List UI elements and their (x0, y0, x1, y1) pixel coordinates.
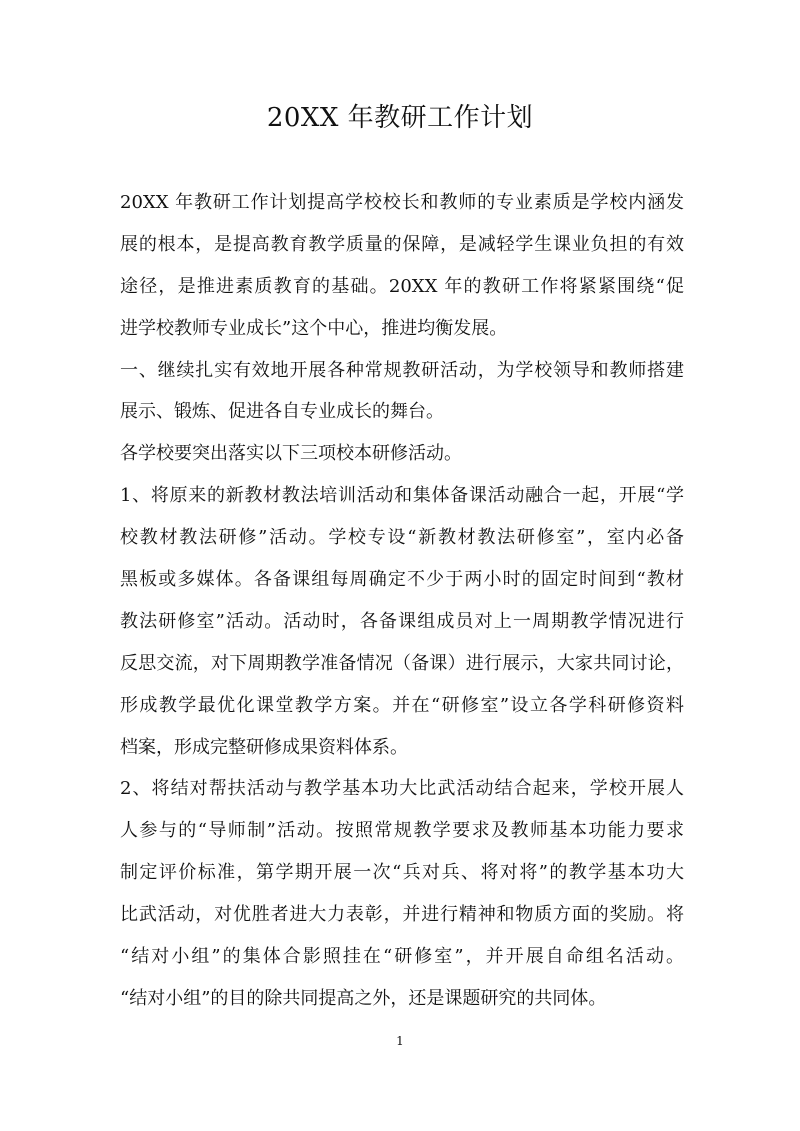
paragraph-line: 2、将结对帮扶活动与教学基本功大比武活动结合起来，学校开展人 (120, 778, 684, 800)
document-body (120, 182, 684, 1020)
paragraph-line: 20XX 年教研工作计划提高学校校长和教师的专业素质是学校内涵发 (120, 192, 684, 213)
paragraph-line: 展的根本，是提高教育教学质量的保障，是减轻学生课业负担的有效 (120, 233, 684, 255)
paragraph-line: 一、继续扎实有效地开展各种常规教研活动，为学校领导和教师搭建 (120, 359, 684, 381)
paragraph-line: 校教材教法研修”活动。学校专设“新教材教法研修室”，室内必备 (120, 527, 684, 549)
paragraph-intro (120, 182, 684, 350)
paragraph-line: 展示、锻炼、促进各自专业成长的舞台。 (120, 401, 444, 423)
paragraph-line: 制定评价标准，第学期开展一次“兵对兵、将对将”的教学基本功大 (120, 862, 684, 884)
paragraph-line: 比武活动，对优胜者进大力表彰，并进行精神和物质方面的奖励。将 (120, 904, 684, 926)
paragraph-line: “结对小组”的目的除共同提高之外，还是课题研究的共同体。 (120, 987, 607, 1009)
paragraph-section-1 (120, 350, 684, 434)
paragraph-line: 途径，是推进素质教育的基础。20XX 年的教研工作将紧紧围绕“促 (120, 275, 684, 297)
paragraph-activities-intro (120, 433, 684, 475)
paragraph-item-1 (120, 475, 684, 768)
paragraph-line: 人参与的“导师制”活动。按照常规教学要求及教师基本功能力要求 (120, 820, 684, 842)
page-number: 1 (396, 1034, 404, 1048)
paragraph-line: 1、将原来的新教材教法培训活动和集体备课活动融合一起，开展“学 (120, 485, 684, 507)
document-title: 20XX 年教研工作计划 (266, 103, 534, 133)
paragraph-line: 进学校教师专业成长”这个中心，推进均衡发展。 (120, 317, 508, 339)
paragraph-line: 教法研修室”活动。活动时，各备课组成员对上一周期教学情况进行 (120, 610, 684, 632)
paragraph-line: 形成教学最优化课堂教学方案。并在“研修室”设立各学科研修资料 (120, 694, 684, 716)
paragraph-line: “结对小组”的集体合影照挂在“研修室”，并开展自命组名活动。 (120, 946, 684, 968)
paragraph-line: 各学校要突出落实以下三项校本研修活动。 (120, 443, 462, 465)
paragraph-line: 档案，形成完整研修成果资料体系。 (120, 736, 408, 758)
paragraph-line: 黑板或多媒体。各备课组每周确定不少于两小时的固定时间到“教材 (120, 569, 684, 591)
paragraph-item-2 (120, 768, 684, 1019)
paragraph-line: 反思交流，对下周期教学准备情况（备课）进行展示，大家共同讨论， (120, 652, 684, 674)
